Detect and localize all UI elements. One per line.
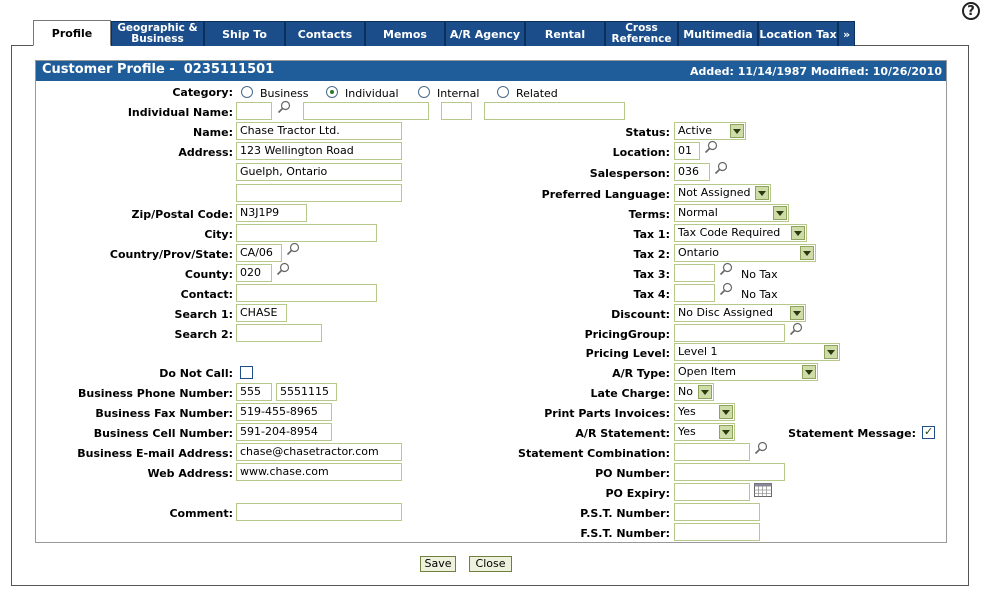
tax1-label: Tax 1: [633, 228, 670, 241]
search-icon[interactable] [754, 441, 768, 455]
location-label: Location: [612, 146, 670, 159]
name-label: Name: [193, 126, 233, 139]
category-option-related: Related [516, 87, 558, 100]
tab-contacts[interactable]: Contacts [285, 21, 365, 46]
statement-combination-field[interactable] [674, 443, 750, 461]
tax4-field[interactable] [674, 284, 715, 302]
business-cell-label: Business Cell Number: [93, 427, 233, 440]
business-phone-label: Business Phone Number: [78, 387, 233, 400]
tab-geographic-business[interactable] [111, 21, 204, 46]
individual-title-field[interactable] [236, 102, 272, 120]
status-select[interactable]: Active [674, 122, 746, 140]
page-title: Customer Profile - 0235111501 [42, 62, 275, 77]
ar-statement-label: A/R Statement: [575, 427, 670, 440]
chevron-down-icon [791, 226, 805, 240]
location-field[interactable]: 01 [674, 142, 700, 160]
chevron-down-icon [730, 124, 744, 138]
late-charge-select[interactable]: No [674, 383, 714, 401]
print-parts-invoices-select[interactable]: Yes [674, 403, 735, 421]
category-option-individual: Individual [345, 87, 399, 100]
chevron-down-icon [773, 206, 787, 220]
preferred-language-select[interactable]: Not Assigned [674, 184, 771, 202]
tax3-note: No Tax [741, 268, 778, 281]
last-name-field[interactable] [484, 102, 625, 120]
statement-message-label: Statement Message: [788, 427, 916, 440]
fst-number-label: F.S.T. Number: [580, 527, 670, 540]
print-parts-invoices-label: Print Parts Invoices: [544, 407, 670, 420]
save-button[interactable]: Save [420, 556, 456, 572]
tab-cross-reference[interactable] [605, 21, 678, 46]
phone-area-code-field[interactable]: 555 [236, 383, 272, 401]
pst-number-label: P.S.T. Number: [580, 507, 670, 520]
county-field[interactable]: 020 [236, 264, 272, 282]
statement-message-checkbox[interactable] [922, 426, 935, 439]
terms-label: Terms: [628, 208, 670, 221]
category-label: Category: [172, 86, 233, 99]
business-email-field[interactable]: chase@chasetractor.com [236, 443, 402, 461]
search2-label: Search 2: [174, 328, 233, 341]
tax4-label: Tax 4: [633, 288, 670, 301]
business-cell-field[interactable]: 591-204-8954 [236, 423, 332, 441]
tab-ship-to[interactable]: Ship To [204, 21, 285, 46]
preferred-language-label: Preferred Language: [541, 188, 670, 201]
individual-name-label: Individual Name: [127, 106, 233, 119]
salesperson-label: Salesperson: [589, 167, 670, 180]
category-option-internal: Internal [437, 87, 480, 100]
po-expiry-field[interactable] [674, 483, 750, 501]
tab-label-line1: Cross [625, 22, 658, 34]
search1-field[interactable]: CHASE [236, 304, 287, 322]
category-radio-individual[interactable] [326, 86, 338, 98]
chevron-down-icon [755, 186, 769, 200]
category-radio-related[interactable] [497, 86, 509, 98]
name-field[interactable]: Chase Tractor Ltd. [236, 122, 402, 140]
zip-label: Zip/Postal Code: [131, 208, 233, 221]
chevron-down-icon [824, 345, 838, 359]
search2-field[interactable] [236, 324, 322, 342]
first-name-field[interactable] [303, 102, 429, 120]
business-fax-label: Business Fax Number: [95, 407, 233, 420]
address-line1-field[interactable]: 123 Wellington Road [236, 142, 402, 160]
tab-label-line1: Geographic & [117, 22, 198, 34]
search-icon[interactable] [714, 161, 728, 175]
fst-number-field[interactable] [674, 523, 760, 541]
late-charge-label: Late Charge: [590, 387, 670, 400]
phone-number-field[interactable]: 5551115 [276, 383, 337, 401]
pricing-group-field[interactable] [674, 324, 785, 342]
business-email-label: Business E-mail Address: [77, 447, 233, 460]
city-field[interactable] [236, 224, 377, 242]
search-icon[interactable] [286, 242, 300, 256]
search-icon[interactable] [276, 262, 290, 276]
chevron-down-icon [719, 405, 733, 419]
search-icon[interactable] [719, 282, 733, 296]
pst-number-field[interactable] [674, 503, 760, 521]
tax3-label: Tax 3: [633, 268, 670, 281]
contact-label: Contact: [180, 288, 233, 301]
tax3-field[interactable] [674, 264, 715, 282]
tax2-label: Tax 2: [633, 248, 670, 261]
search-icon[interactable] [277, 100, 291, 114]
po-number-label: PO Number: [595, 467, 670, 480]
tab-multimedia[interactable]: Multimedia [678, 21, 758, 46]
ar-statement-select[interactable]: Yes [674, 423, 735, 441]
city-label: City: [204, 228, 233, 241]
tab-label-line2: Business [131, 33, 184, 45]
category-option-business: Business [260, 87, 309, 100]
salesperson-field[interactable]: 036 [674, 163, 710, 181]
po-number-field[interactable] [674, 463, 785, 481]
panel-header [36, 61, 946, 81]
chevron-down-icon [802, 365, 816, 379]
tab-memos[interactable]: Memos [365, 21, 445, 46]
search-icon[interactable] [789, 322, 803, 336]
tab-profile[interactable]: Profile [33, 20, 111, 46]
terms-select[interactable]: Normal [674, 204, 789, 222]
help-icon[interactable]: ? [962, 2, 980, 20]
do-not-call-label: Do Not Call: [159, 367, 233, 380]
county-label: County: [184, 268, 233, 281]
chevron-down-icon [719, 425, 733, 439]
search-icon[interactable] [704, 140, 718, 154]
zip-field[interactable]: N3J1P9 [236, 204, 307, 222]
business-fax-field[interactable]: 519-455-8965 [236, 403, 332, 421]
tab-more-button[interactable]: » [838, 21, 855, 46]
chevron-down-icon [790, 306, 804, 320]
added-modified-dates: Added: 11/14/1987 Modified: 10/26/2010 [689, 65, 942, 78]
category-radio-internal[interactable] [418, 86, 430, 98]
tab-label-line2: Reference [611, 33, 672, 45]
search-icon[interactable] [719, 262, 733, 276]
category-radio-business[interactable] [241, 86, 253, 98]
tab-ar-agency[interactable]: A/R Agency [445, 21, 525, 46]
status-label: Status: [625, 126, 670, 139]
do-not-call-checkbox[interactable] [240, 366, 253, 379]
comment-field[interactable] [236, 503, 402, 521]
tax1-select[interactable]: Tax Code Required [674, 224, 807, 242]
web-address-label: Web Address: [147, 467, 233, 480]
discount-select[interactable]: No Disc Assigned [674, 304, 806, 322]
po-expiry-label: PO Expiry: [605, 487, 670, 500]
pricing-group-label: PricingGroup: [584, 328, 670, 341]
country-prov-state-field[interactable]: CA/06 [236, 244, 282, 262]
search1-label: Search 1: [174, 308, 233, 321]
close-button[interactable]: Close [469, 556, 512, 572]
tab-rental[interactable]: Rental [525, 21, 605, 46]
tab-location-tax[interactable]: Location Tax [758, 21, 838, 46]
pricing-level-label: Pricing Level: [585, 347, 670, 360]
pricing-level-select[interactable]: Level 1 [674, 343, 840, 361]
tax4-note: No Tax [741, 288, 778, 301]
ar-type-select[interactable]: Open Item [674, 363, 818, 381]
contact-field[interactable] [236, 284, 377, 302]
chevron-down-icon [800, 246, 814, 260]
statement-combination-label: Statement Combination: [518, 447, 670, 460]
comment-label: Comment: [169, 507, 233, 520]
ar-type-label: A/R Type: [612, 367, 670, 380]
chevron-down-icon [698, 385, 712, 399]
country-label: Country/Prov/State: [109, 248, 233, 261]
calendar-icon[interactable] [754, 483, 772, 497]
address-label: Address: [178, 146, 233, 159]
discount-label: Discount: [611, 308, 670, 321]
address-line3-field[interactable] [236, 184, 402, 202]
tax2-select[interactable]: Ontario [674, 244, 816, 262]
web-address-field[interactable]: www.chase.com [236, 463, 402, 481]
middle-initial-field[interactable] [441, 102, 472, 120]
address-line2-field[interactable]: Guelph, Ontario [236, 163, 402, 181]
